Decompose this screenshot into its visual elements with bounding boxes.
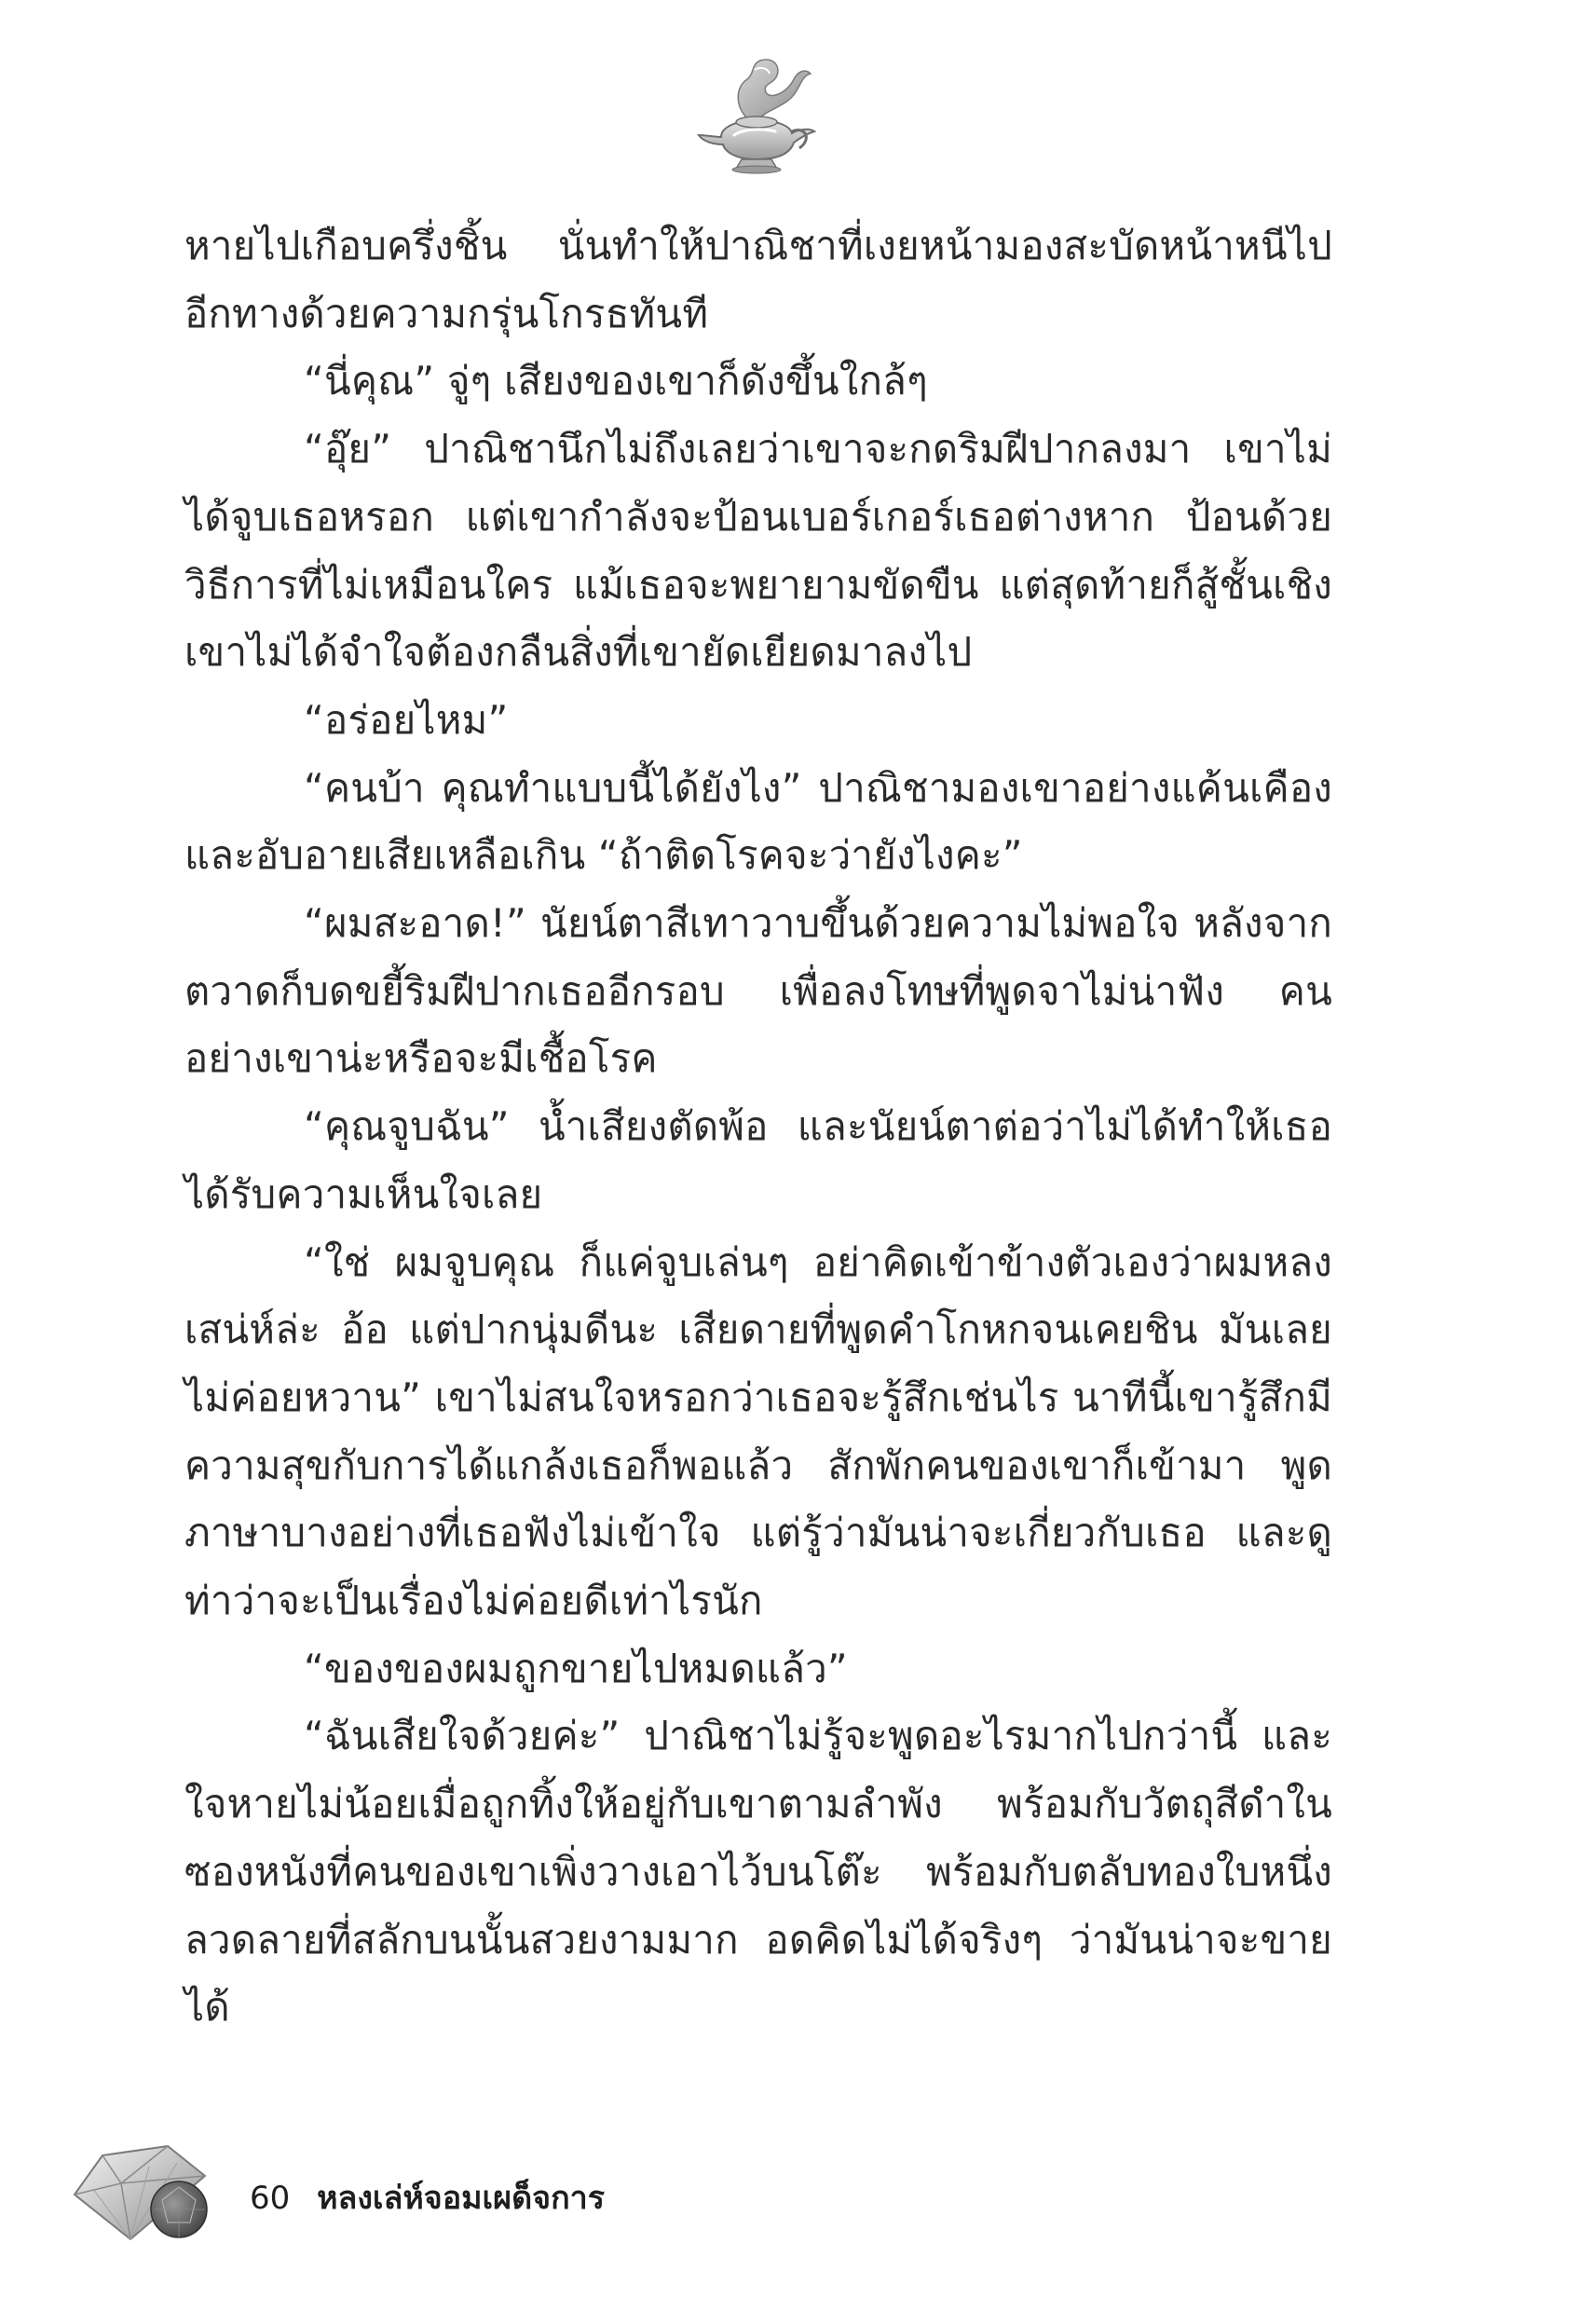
paragraph: “ใช่ ผมจูบคุณ ก็แค่จูบเล่นๆ อย่าคิดเข้าข้างตัวเองว่าผมหลงเสน่ห์ล่ะ อ้อ แต่ปากนุ่มดีนะ เสียดายที่พูดคำโกหกจนเคยชิน มันเลยไม่ค่อยหวาน” เขาไม่สนใจหรอกว่าเธอจะรู้สึกเช่นไร นาทีนี้เขารู้สึกมีความสุขกับการได้แกล้งเธอก็พอแล้ว สักพักคนของเขาก็เข้ามา พูดภาษาบางอย่างที่เธอฟังไม่เข้าใจ แต่รู้ว่ามันน่าจะเกี่ยวกับเธอ และดูท่าว่าจะเป็นเรื่องไม่ค่อยดีเท่าไรนัก (184, 1238, 1332, 1624)
paragraph: “นี่คุณ” จู่ๆ เสียงของเขาก็ดังขึ้นใกล้ๆ (304, 358, 928, 404)
paragraph: “ฉันเสียใจด้วยค่ะ” ปาณิชาไม่รู้จะพูดอะไรมากไปกว่านี้ และใจหายไม่น้อยเมื่อถูกทิ้งให้อยู่กับเขาตามลำพัง พร้อมกับวัตถุสีดำในซองหนังที่คนของเขาเพิ่งวางเอาไว้บนโต๊ะ พร้อมกับตลับทองใบหนึ่งลวดลายที่สลักบนนั้นสวยงามมาก อดคิดไม่ได้จริงๆ ว่ามันน่าจะขายได้ (184, 1713, 1332, 2031)
genie-lamp-icon (689, 51, 825, 177)
paragraph: “ของของผมถูกขายไปหมดแล้ว” (304, 1645, 848, 1691)
page-number: 60 (250, 2180, 291, 2217)
paragraph: “ผมสะอาด!” นัยน์ตาสีเทาวาบขึ้นด้วยความไม่พอใจ หลังจากตวาดก็บดขยี้ริมฝีปากเธออีกรอบ เพื่อลงโทษที่พูดจาไม่น่าฟัง คนอย่างเขาน่ะหรือจะมีเชื้อโรค (184, 900, 1332, 1082)
body-text (184, 212, 1332, 2042)
footer-text (250, 2172, 605, 2222)
paragraph: “คนบ้า คุณทำแบบนี้ได้ยังไง” ปาณิชามองเขาอย่างแค้นเคืองและอับอายเสียเหลือเกิน “ถ้าติดโรคจะว่ายังไงคะ” (184, 764, 1332, 879)
paragraph: “อุ๊ย” ปาณิชานึกไม่ถึงเลยว่าเขาจะกดริมฝีปากลงมา เขาไม่ได้จูบเธอหรอก แต่เขากำลังจะป้อนเบอร์เกอร์เธอต่างหาก ป้อนด้วยวิธีการที่ไม่เหมือนใคร แม้เธอจะพยายามขัดขืน แต่สุดท้ายก็สู้ชั้นเชิงเขาไม่ได้จำใจต้องกลืนสิ่งที่เขายัดเยียดมาลงไป (184, 426, 1332, 676)
paragraph: หายไปเกือบครึ่งชิ้น นั่นทำให้ปาณิชาที่เงยหน้ามองสะบัดหน้าหนีไปอีกทางด้วยความกรุ่นโกรธทันที (184, 223, 1332, 336)
paragraph: “คุณจูบฉัน” น้ำเสียงตัดพ้อ และนัยน์ตาต่อว่าไม่ได้ทำให้เธอได้รับความเห็นใจเลย (184, 1103, 1332, 1217)
book-title: หลงเล่ห์จอมเผด็จการ (317, 2180, 606, 2217)
paragraph: “อร่อยไหม” (304, 696, 509, 743)
diamond-icon (65, 2129, 242, 2246)
page-footer (65, 2129, 717, 2250)
